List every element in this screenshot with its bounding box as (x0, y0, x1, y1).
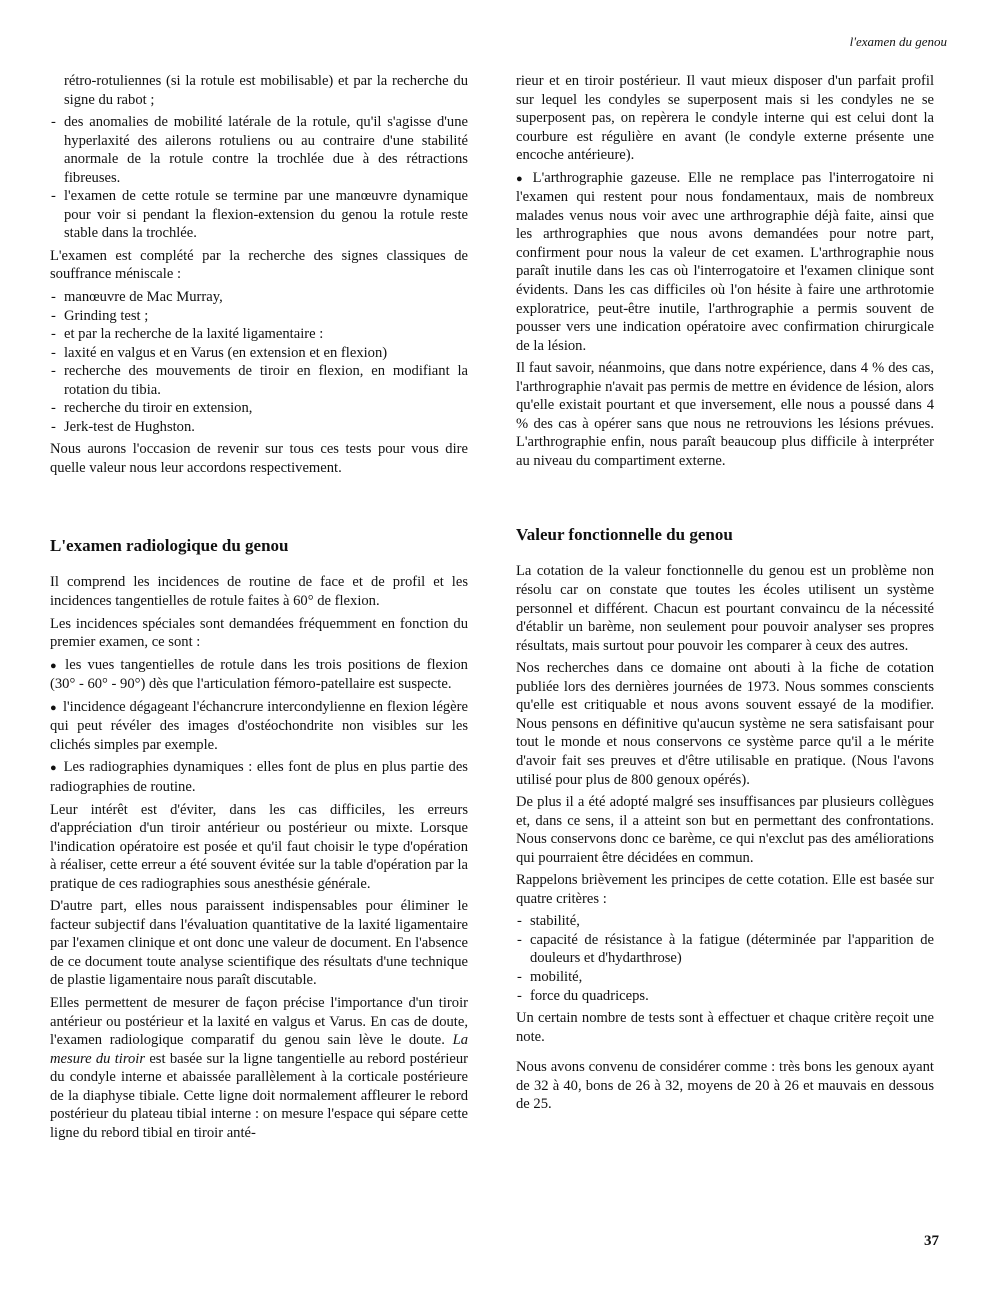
list-item: - force du quadriceps. (516, 987, 934, 1006)
patella-exam-list (50, 113, 468, 243)
section-heading-functional-value: Valeur fonctionnelle du genou (516, 525, 733, 545)
paragraph: Il faut savoir, néanmoins, que dans notre expérience, dans 4 % des cas, l'arthrographie n'avait pas permis de mettre en évidence de lésion, alors qu'elle existait pourtant et que inversement, elle nous a poussé dans 4 % des cas à opérer sans que nous ne retrouvions les lésions prévues. L'arthrographie enfin, nous paraît beaucoup plus difficile à interpréter au niveau du compartiment externe. (516, 360, 934, 469)
paragraph: La cotation de la valeur fonctionnelle du genou est un problème non résolu car on constate que toutes les écoles utilisent un système personnel et différent. Chacun est pourtant convaincu de la nécessité d'établir un barème, non seulement pour pouvoir analyser ses propres résultats, mais surtout pour pouvoir les comparer à ceux des autres. (516, 563, 934, 654)
right-column (516, 72, 934, 1118)
list-item: - laxité en valgus et en Varus (en extension et en flexion) (50, 344, 468, 363)
emphasis-text: La mesure du tiroir (50, 1032, 468, 1067)
paragraph: Nous avons convenu de considérer comme : très bons les genoux ayant de 32 à 40, bons de 26 à 32, moyens de 20 à 26 et mauvais en dessous de 25. (516, 1059, 934, 1113)
list-item: - Jerk-test de Hughston. (50, 418, 468, 437)
paragraph: Les incidences spéciales sont demandées fréquemment en fonction du premier examen, ce sont : (50, 615, 468, 651)
bullet-icon: ● (516, 172, 527, 185)
paragraph (50, 994, 468, 1142)
paragraph: Il comprend les incidences de routine de face et de profil et les incidences tangentielles de rotule faites à 60° de flexion. (50, 574, 468, 610)
bullet-item (50, 758, 468, 796)
list-item: - et par la recherche de la laxité ligamentaire : (50, 325, 468, 344)
page-number: 37 (924, 1233, 939, 1249)
continued-text: rétro-rotuliennes (si la rotule est mobilisable) et par la recherche du signe du rabot ; (64, 73, 468, 108)
bullet-text: L'arthrographie gazeuse. Elle ne remplace pas l'interrogatoire ni l'examen qui restent pour nous fondamentaux, mais de nombreux malades venus nous voir avec une arthrographie déjà faite, ainsi que les arthrographies que nous avons demandées pour notre part, confirment pour nous la valeur de cet examen. L'arthrographie nous paraît inutile dans les cas où l'interrogatoire et l'examen clinique sont évidents. Dans les cas difficiles où l'on hésite à faire une arthrotomie exploratrice, peut-être inutile, l'arthrographie a permis souvent de pousser vers une indication opératoire avec confirmation chirurgicale de la lésion. (516, 169, 934, 354)
list-item: - recherche des mouvements de tiroir en flexion, en modifiant la rotation du tibia. (50, 362, 468, 399)
list-item: - recherche du tiroir en extension, (50, 399, 468, 418)
meniscal-tests-list (50, 288, 468, 436)
bullet-item (50, 698, 468, 755)
continued-text: rieur et en tiroir postérieur. Il vaut mieux disposer d'un parfait profil sur lequel les condyles se superposent mais si les condyles ne se superposent pas, on repèrera le condyle interne qui est celui dont la courbure est régulière en avant (le condyle externe présente une encoche antérieure). (516, 73, 934, 164)
list-item: - mobilité, (516, 968, 934, 987)
list-item: - l'examen de cette rotule se termine par une manœuvre dynamique pour voir si pendant la flexion-extension du genou la rotule reste stable dans la trochlée. (50, 187, 468, 243)
bullet-icon: ● (50, 701, 57, 714)
paragraph: Un certain nombre de tests sont à effectuer et chaque critère reçoit une note. (516, 1010, 934, 1045)
paragraph: Rappelons brièvement les principes de cette cotation. Elle est basée sur quatre critères : (516, 872, 934, 907)
list-item: - Grinding test ; (50, 307, 468, 326)
paragraph: De plus il a été adopté malgré ses insuffisances par plusieurs collègues et, dans ce sens, il a atteint son but en permettant des confrontations. Nous conservons donc ce barème, ce qui n'exclut pas des améliorations qui pourraient être décidées en commun. (516, 794, 934, 866)
text-run: est basée sur la ligne tangentielle au rebord postérieur du condyle interne et abaissée parallèlement à la corticale postérieure de la diaphyse tibiale. Cette ligne doit normalement affleurer le rebord postérieur du plateau tibial interne : on mesure l'espace qui sépare cette ligne du rebord tibial en tiroir anté- (50, 1050, 469, 1141)
running-head: l'examen du genou (849, 34, 947, 49)
bullet-item (50, 656, 468, 694)
criteria-list (516, 912, 934, 1005)
paragraph: Nous aurons l'occasion de revenir sur tous ces tests pour vous dire quelle valeur nous leur accordons respectivement. (50, 441, 468, 476)
bullet-icon: ● (50, 762, 58, 775)
paragraph: Nos recherches dans ce domaine ont abouti à la fiche de cotation publiée lors des dernières journées de 1973. Nous sommes conscients qu'elle est critiquable et nous avons souvent essayé de la modifier. Nous pensons en définitive qu'aucun système ne sera satisfaisant pour tout le monde et nous conservons ce système parce qu'il a le mérite d'avoir fait ses preuves et d'être utilisable en pratique. (Nous l'avons utilisé pour plus de 800 genoux opérés). (516, 660, 934, 788)
paragraph: Leur intérêt est d'éviter, dans les cas difficiles, les erreurs d'appréciation d'un tiroir antérieur ou postérieur ou mixte. Lorsque l'indication opératoire est posée et qu'il faut choisir le type d'opération à réaliser, cette erreur a été souvent évitée sur la table d'opération par la pratique de ces radiographies sous anesthésie générale. (50, 801, 468, 892)
text-run: Elles permettent de mesurer de façon précise l'importance d'un tiroir antérieur ou postérieur et la laxité en valgus et Varus. En cas de doute, l'examen radiologique comparatif du genou sain lève le doute. (50, 994, 468, 1049)
paragraph: L'examen est complété par la recherche des signes classiques de souffrance méniscale : (50, 247, 468, 283)
paragraph: D'autre part, elles nous paraissent indispensables pour éliminer le facteur subjectif dans l'évaluation quantitative de la laxité ligamentaire par l'examen clinique et ont donc une valeur de document. En l'absence de ce document toute analyse scientifique des résultats d'une technique de plastie ligamentaire nous paraît discutable. (50, 898, 468, 989)
bullet-text: Les radiographies dynamiques : elles font de plus en plus partie des radiographies de routine. (50, 759, 468, 795)
bullet-text: les vues tangentielles de rotule dans les trois positions de flexion (30° - 60° - 90°) dès que l'articulation fémoro-patellaire est suspecte. (50, 656, 468, 693)
list-item: - manœuvre de Mac Murray, (50, 288, 468, 307)
bullet-text: l'incidence dégageant l'échancrure intercondylienne en flexion légère qui peut révéler des images d'ostéochondrite non visibles sur les clichés simples par exemple. (50, 698, 468, 753)
list-item: - des anomalies de mobilité latérale de la rotule, qu'il s'agisse d'une hyperlaxité des ailerons rotuliens ou au contraire d'une stabilité anormale de la rotule contre la trochlée due à des rétractions fibreuses. (50, 113, 468, 187)
bullet-item (516, 169, 934, 355)
section-heading-radiology: L'examen radiologique du genou (50, 536, 289, 556)
left-column (50, 72, 468, 1146)
list-item: - stabilité, (516, 912, 934, 931)
bullet-icon: ● (50, 659, 60, 672)
list-item: - capacité de résistance à la fatigue (déterminée par l'apparition de douleurs et d'hydarthrose) (516, 931, 934, 968)
